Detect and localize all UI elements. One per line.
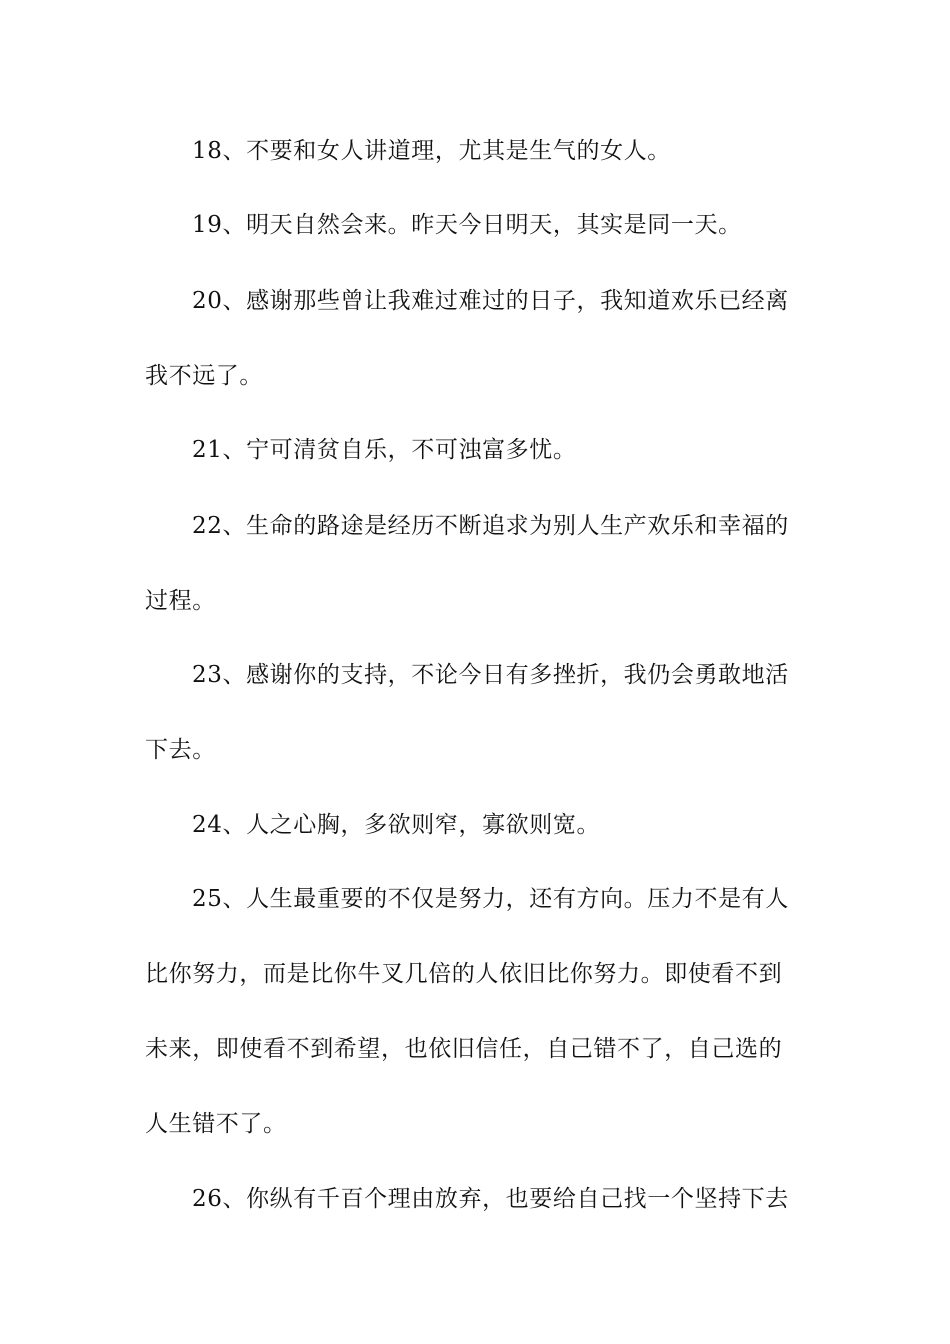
paragraph-line: 22、生命的路途是经历不断追求为别人生产欢乐和幸福的: [192, 513, 789, 539]
paragraph-line: 25、人生最重要的不仅是努力，还有方向。压力不是有人: [192, 886, 789, 912]
paragraph-line: 下去。: [145, 737, 216, 763]
paragraph-line: 我不远了。: [145, 363, 263, 389]
paragraph-line: 人生错不了。: [145, 1111, 287, 1137]
paragraph-line: 未来，即使看不到希望，也依旧信任，自己错不了，自己选的: [145, 1036, 783, 1062]
paragraph-line: 过程。: [145, 588, 216, 614]
paragraph-line: 26、你纵有千百个理由放弃，也要给自己找一个坚持下去: [192, 1186, 789, 1212]
paragraph-line: 24、人之心胸，多欲则窄，寡欲则宽。: [192, 812, 601, 838]
paragraph-line: 19、明天自然会来。昨天今日明天，其实是同一天。: [192, 212, 742, 238]
paragraph-line: 18、不要和女人讲道理，尤其是生气的女人。: [192, 138, 671, 164]
paragraph-line: 21、宁可清贫自乐，不可浊富多忧。: [192, 437, 577, 463]
paragraph-line: 23、感谢你的支持，不论今日有多挫折，我仍会勇敢地活: [192, 662, 789, 688]
paragraph-line: 20、感谢那些曾让我难过难过的日子，我知道欢乐已经离: [192, 288, 789, 314]
paragraph-line: 比你努力，而是比你牛叉几倍的人依旧比你努力。即使看不到: [145, 961, 783, 987]
